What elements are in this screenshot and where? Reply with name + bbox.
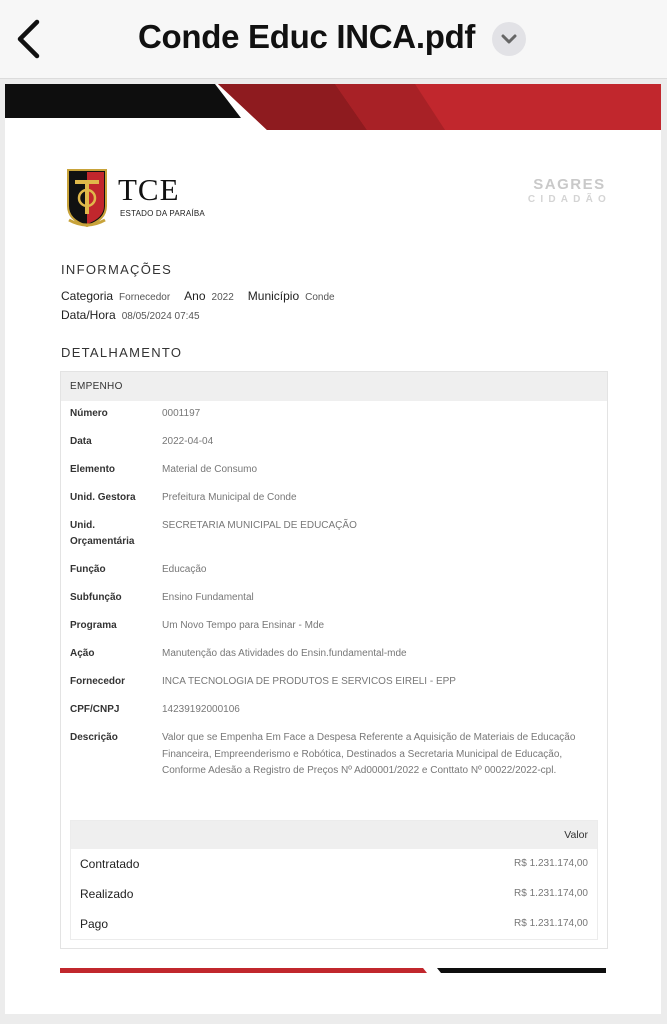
- document-top-bar: [0, 0, 667, 79]
- tce-subtitle: ESTADO DA PARAÍBA: [120, 209, 205, 218]
- valor-table: [70, 820, 598, 940]
- pdf-page[interactable]: [5, 84, 661, 1014]
- valor-column-header: Valor: [564, 829, 588, 841]
- fornecedor-label: Fornecedor: [70, 676, 126, 687]
- subfuncao-value: Ensino Fundamental: [162, 592, 254, 603]
- sagres-cidadao-logo: [528, 176, 611, 205]
- funcao-label: Função: [70, 564, 106, 575]
- datahora-label: Data/Hora: [61, 308, 116, 322]
- tce-wordmark: TCE: [118, 172, 180, 207]
- chevron-down-icon: [492, 22, 526, 56]
- programa-value: Um Novo Tempo para Ensinar - Mde: [162, 620, 325, 631]
- empenho-header: [61, 372, 607, 401]
- numero-label: Número: [70, 408, 108, 419]
- document-title: Conde Educ INCA.pdf: [138, 18, 476, 55]
- subfuncao-label: Subfunção: [70, 592, 122, 603]
- header-decorative-band: [5, 84, 661, 132]
- realizado-amount: R$ 1.231.174,00: [514, 888, 588, 899]
- datahora-value: 08/05/2024 07:45: [121, 311, 200, 322]
- fornecedor-value: INCA TECNOLOGIA DE PRODUTOS E SERVICOS EIRELI - EPP: [162, 676, 456, 687]
- info-line-2: [61, 308, 200, 322]
- empenho-detail-box: [60, 371, 608, 949]
- ano-value: 2022: [211, 292, 234, 303]
- descricao-label: Descrição: [70, 732, 118, 743]
- title-menu-button[interactable]: [492, 22, 526, 56]
- sagres-wordmark: SAGRES: [533, 176, 606, 193]
- cpf-cnpj-label: CPF/CNPJ: [70, 704, 120, 715]
- categoria-value: Fornecedor: [119, 292, 171, 303]
- back-button[interactable]: [10, 14, 50, 64]
- contratado-label: Contratado: [80, 857, 140, 871]
- cpf-cnpj-value: 14239192000106: [162, 704, 240, 715]
- contratado-amount: R$ 1.231.174,00: [514, 858, 588, 869]
- data-value: 2022-04-04: [162, 436, 214, 447]
- informacoes-heading: INFORMAÇÕES: [61, 262, 173, 277]
- data-label: Data: [70, 436, 92, 447]
- pago-label: Pago: [80, 917, 109, 931]
- elemento-value: Material de Consumo: [162, 464, 258, 475]
- elemento-label: Elemento: [70, 464, 116, 475]
- info-line-1: [61, 289, 335, 303]
- tce-shield-icon: [65, 168, 109, 228]
- funcao-value: Educação: [162, 564, 207, 575]
- chevron-left-icon: [10, 14, 50, 64]
- programa-label: Programa: [70, 620, 117, 631]
- unid-gestora-label: Unid. Gestora: [70, 492, 136, 503]
- acao-label: Ação: [70, 648, 95, 659]
- descricao-value: Valor que se Empenha Em Face a Despesa Referente a Aquisição de Materiais de Educação Financeira, Empreenderismo e Robótica, Destinados a Secretaria Municipal de Educação, Conforme Adesão a Registro de Preços Nº Ad00001/2022 e Conttato Nº 00022/2022-cpl.: [162, 732, 576, 776]
- valor-table-header: [71, 821, 597, 849]
- numero-value: 0001197: [162, 408, 201, 419]
- unid-orcamentaria-value: SECRETARIA MUNICIPAL DE EDUCAÇÃO: [162, 520, 357, 531]
- empenho-header-label: EMPENHO: [70, 381, 123, 392]
- realizado-label: Realizado: [80, 887, 134, 901]
- municipio-value: Conde: [305, 292, 335, 303]
- tce-logo: [65, 168, 205, 230]
- pago-amount: R$ 1.231.174,00: [514, 918, 588, 929]
- footer-decorative-band: [5, 968, 661, 974]
- detalhamento-heading: DETALHAMENTO: [61, 345, 183, 360]
- unid-gestora-value: Prefeitura Municipal de Conde: [162, 492, 297, 503]
- unid-orcamentaria-label: Unid. Orçamentária: [70, 520, 135, 547]
- municipio-label: Município: [247, 289, 300, 303]
- acao-value: Manutenção das Atividades do Ensin.fundamental-mde: [162, 648, 407, 659]
- categoria-label: Categoria: [61, 289, 114, 303]
- sagres-subtitle: CIDADÃO: [527, 194, 611, 205]
- ano-label: Ano: [184, 289, 206, 303]
